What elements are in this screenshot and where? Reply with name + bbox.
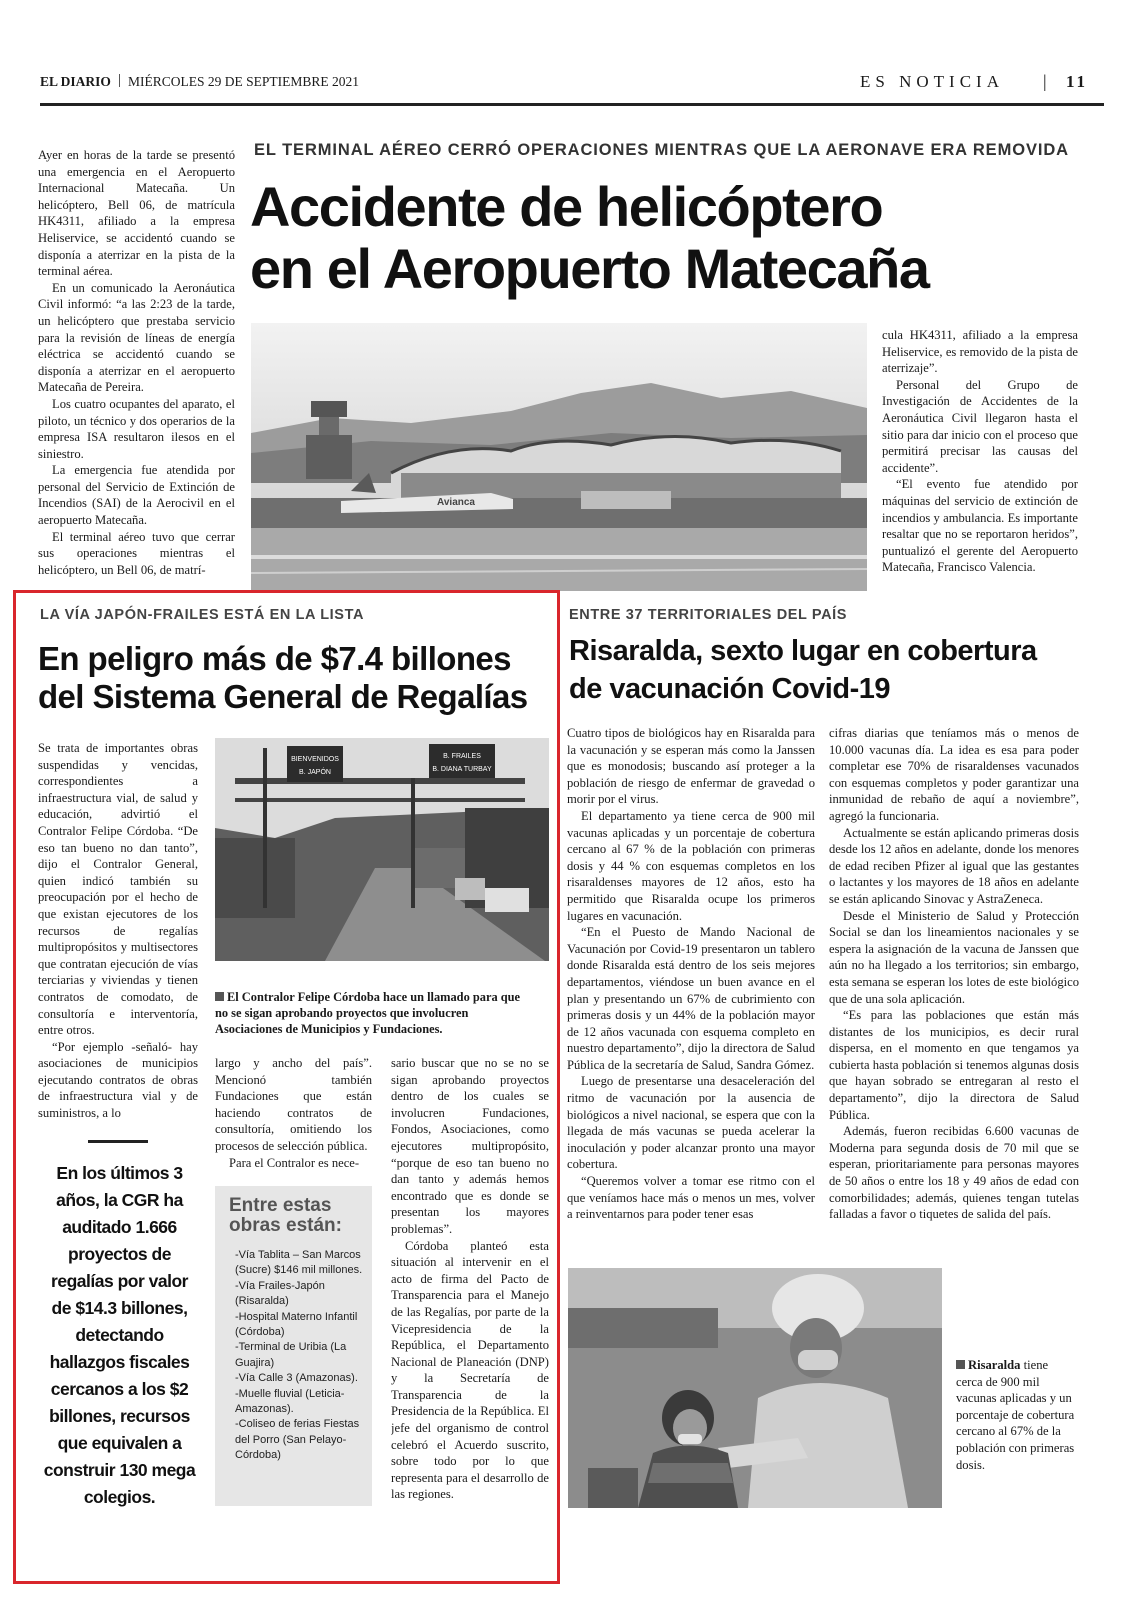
paragraph: El terminal aéreo tuvo que cerrar sus operaciones mientras el helicóptero, un Bell 06, de matrí- xyxy=(38,529,235,577)
paragraph: cifras diarias que teníamos más o menos de 10.000 vacunas día. La idea es esa para poder completar ese 70% de risaraldenses vacunados con esquemas completos y poder garantizar una inmunidad de rebaño de aquí a noviembre”, agregó la funcionaria. xyxy=(829,726,1079,823)
section-name: ES NOTICIA xyxy=(860,72,1004,91)
paragraph: Personal del Grupo de Investigación de Accidentes de la Aeronáutica Civil llegaron hasta el sitio para dar inicio con el proceso que permitirá precisar las causas del accidente”. xyxy=(882,377,1078,475)
sign-text: B. FRAILES xyxy=(443,753,481,760)
vacunacion-headline xyxy=(569,632,1089,708)
paragraph: “Es para las poblaciones que están más distantes de los municipios, es decir rural dispersa, en el momento en que tengamos ya cubierta hasta población si tenemos algunas dosis que hayan sobrado se entregaran al resto el departamento”, dijo la directora de Salud Pública. xyxy=(829,1008,1079,1122)
headline-line: Accidente de helicóptero xyxy=(250,175,883,238)
paragraph: “En el Puesto de Mando Nacional de Vacunación por Covid-19 presentaron un tablero donde Risaralda está dentro de los seis mejores departamentos, viéndose un buen avance en el plan y presentando un 67% de cubrimiento con primeras dosis y un 44% de la población mayor de 12 años vacunada con esquema completo en nuestro departamento”, dijo la directora de Salud Pública de la secretaría de Salud, Sandra Gómez. xyxy=(567,925,815,1072)
regalias-column-3 xyxy=(391,1055,549,1510)
vacunacion-column-2 xyxy=(829,725,1079,1255)
regalias-headline xyxy=(38,640,558,716)
road-photo xyxy=(215,738,549,961)
paper-name: EL DIARIO xyxy=(40,74,111,89)
issue-date: MIÉRCOLES 29 DE SEPTIEMBRE 2021 xyxy=(128,74,360,89)
pullquote-rule xyxy=(88,1140,148,1143)
caption-marker xyxy=(215,992,224,1001)
list-title xyxy=(225,1196,364,1236)
headline-line: de vacunación Covid-19 xyxy=(569,673,890,705)
headline-line: En peligro más de $7.4 billones xyxy=(38,640,511,677)
list-item: -Hospital Materno Infantil (Córdoba) xyxy=(235,1310,358,1339)
list-item: -Vía Calle 3 (Amazonas). xyxy=(235,1372,358,1385)
helicopter-right-column xyxy=(882,327,1078,595)
paragraph: Cuatro tipos de biológicos hay en Risaralda para la vacunación y se esperan más como la Janssen que es monodosis; buscando así proteger a la población de riesgo de enfermar de gravedad o morir por el virus. xyxy=(567,726,815,807)
list-title-line: obras están: xyxy=(229,1215,342,1236)
paragraph: La emergencia fue atendida por personal del Servicio de Extinción de Incendios (SAI) de la Aerocivil en el aeropuerto Matecaña. xyxy=(38,463,235,528)
paragraph: Se trata de importantes obras suspendidas y vencidas, correspondientes a infraestructura vial, de salud y educación, advirtió el Contralor Felipe Córdoba. “De eso tan bueno no dan tanto”, dijo el Contralor General, quien indicó también su preocupación por el hecho de que existan ejecutores de los recursos de regalías multipropósitos y multisectores que contratan ejecución de vías terciarias y viviendas y tienen contratos de comodato, de consultoría e interventoría, entre otros. xyxy=(38,741,198,1038)
paragraph: El departamento ya tiene cerca de 900 mil vacunas aplicadas y un porcentaje de cobertura cercano al 67 % de la población con primeras dosis y 44 % con esquemas completos en los risaraldenses mayores de 12 años, esto ha permitido que Risaralda ocupe los primeros lugares en vacunación. xyxy=(567,808,815,923)
regalias-pullquote: En los últimos 3 años, la CGR ha auditado 1.666 proyectos de regalías por valor de $14.3 billones, detectando hallazgos fiscales cercanos a los $2 billones, recursos que equivalen a construir 130 mega colegios. xyxy=(43,1163,196,1507)
paragraph: “Por ejemplo -señaló- hay asociaciones de municipios ejecutando contratos de obras de infraestructura vial y de suministros, a lo xyxy=(38,1039,198,1121)
vaccination-photo-drawing xyxy=(568,1268,942,1508)
paragraph: Actualmente se están aplicando primeras dosis desde los 12 años en adelante, donde los menores de edad reciben Pfizer al igual que las gestantes o lactantes y los mayores de 18 años en adelante se están aplicando Sinovac y AstraZeneca. xyxy=(829,825,1079,906)
masthead-divider-1: | xyxy=(118,72,122,88)
paragraph: Ayer en horas de la tarde se presentó una emergencia en el Aeropuerto Internacional Matecaña. Un helicóptero, Bell 06, de matrícula HK4311, afiliado a la empresa Heliservice, se accidentó cuando se disponía a aterrizar en la pista de la terminal aérea. xyxy=(38,148,235,279)
airport-photo xyxy=(251,323,867,591)
masthead xyxy=(40,72,1104,102)
list-item: -Muelle fluvial (Leticia-Amazonas). xyxy=(235,1387,345,1416)
paragraph: “Queremos volver a tomar ese ritmo con el que veníamos hace más o menos un mes, volver a reinventarnos para poder tener esas xyxy=(567,1174,815,1222)
paragraph: Córdoba planteó esta situación al intervenir en el acto de firma del Pacto de Transparencia para el Manejo de las Regalías, por parte de la Vicepresidencia de la República, el Departamento Nacional de Planeación (DNP) y la Secretaría de Transparencia de la Presidencia de la República. El jefe del organismo de control celebró el Acuerdo suscrito, sobre todo por lo que representa para el desarrollo de las regiones. xyxy=(391,1238,549,1502)
paragraph: Luego de presentarse una desaceleración del ritmo de vacunación por la ausencia de biológicos a nivel nacional, se espera que con la llegada de más vacunas se pueda acelerar la inoculación y poder alcanzar pronto una mayor cobertura. xyxy=(567,1074,815,1172)
regalias-kicker: LA VÍA JAPÓN-FRAILES ESTÁ EN LA LISTA xyxy=(40,607,365,623)
page-number: 11 xyxy=(1066,72,1089,91)
list-title-line: Entre estas xyxy=(229,1195,332,1216)
vaccination-photo xyxy=(568,1268,942,1508)
obras-list xyxy=(225,1248,364,1464)
avianca-text: Avianca xyxy=(437,497,475,508)
headline-line: del Sistema General de Regalías xyxy=(38,678,528,715)
masthead-rule xyxy=(40,103,1104,106)
vacunacion-kicker: ENTRE 37 TERRITORIALES DEL PAÍS xyxy=(569,607,848,623)
helicopter-left-column xyxy=(38,147,235,585)
paragraph: En un comunicado la Aeronáutica Civil informó: “a las 2:23 de la tarde, un helicóptero que prestaba servicio para la revisión de líneas de energía eléctrica se accidentó cuando se disponía a aterrizar en el aeropuerto Matecaña de Pereira. xyxy=(38,280,235,395)
helicopter-kicker: EL TERMINAL AÉREO CERRÓ OPERACIONES MIENTRAS QUE LA AERONAVE ERA REMOVIDA xyxy=(254,141,1069,159)
regalias-column-1 xyxy=(38,740,198,1126)
paragraph: cula HK4311, afiliado a la empresa Heliservice, es removido de la pista de aterrizaje”. xyxy=(882,328,1078,376)
airport-photo-drawing xyxy=(251,323,867,591)
list-item: -Vía Tablita – San Marcos (Sucre) $146 mil millones. xyxy=(235,1249,363,1277)
headline-line: Risaralda, sexto lugar en cobertura xyxy=(569,635,1037,667)
paragraph: largo y ancho del país”. Mencionó también Fundaciones que están haciendo contratos de consultoría, omitiendo los procesos de selección pública. xyxy=(215,1056,372,1153)
paragraph: Además, fueron recibidas 6.600 vacunas de Moderna para segunda dosis de 70 mil que se esperan, prioritariamente para personas mayores de 50 años o entre los 18 y 49 años de edad con comorbilidades; además, quienes tengan tutelas falladas a favor o tiquetes de salida del país. xyxy=(829,1124,1079,1222)
paragraph: sario buscar que no se no se sigan aprobando proyectos dentro de los cuales se involucren Fundaciones, Fondos, Asociaciones, como ejecutores multipropósito, “porque de eso tan bueno no dan tanto y además hemos encontrado que es donde se presentan los mayores problemas”. xyxy=(391,1056,549,1236)
list-item: -Vía Frailes-Japón (Risaralda) xyxy=(235,1279,325,1308)
helicopter-headline xyxy=(250,176,1090,300)
road-photo-drawing xyxy=(215,738,549,961)
masthead-divider-2: | xyxy=(1043,71,1047,91)
caption-text: El Contralor Felipe Córdoba hace un llamado para que no se sigan aprobando proyectos que involucren Asociaciones de Municipios y Fundaciones. xyxy=(215,990,521,1036)
regalias-photo-caption xyxy=(215,990,535,1037)
paragraph: Desde el Ministerio de Salud y Protección Social se dan los lineamientos nacionales y se espera la asignación de la vacuna de Janssen que aún no ha llegado a los territorios; sin embargo, esta semana se esperan los lotes de este biológico que de una sola aplicación. xyxy=(829,908,1079,1006)
vaccination-photo-caption xyxy=(956,1357,1076,1473)
headline-line: en el Aeropuerto Matecaña xyxy=(250,237,929,300)
sign-text: B. DIANA TURBAY xyxy=(432,766,492,773)
caption-marker xyxy=(956,1360,965,1369)
regalias-column-2 xyxy=(215,1055,372,1175)
paragraph: Para el Contralor es nece- xyxy=(229,1155,360,1170)
sign-text: BIENVENIDOS xyxy=(291,756,339,763)
obras-list-box xyxy=(215,1186,372,1506)
paragraph: Los cuatro ocupantes del aparato, el piloto, un técnico y dos operarios de la empresa ISA resultaron ilesos en el siniestro. xyxy=(38,396,235,461)
list-item: -Terminal de Uribia (La Guajira) xyxy=(235,1341,347,1369)
caption-text: tiene cerca de 900 mil vacunas aplicadas y un porcentaje de cobertura cercano al 67% de la población con primeras dosis. xyxy=(956,1358,1075,1472)
vacunacion-column-1 xyxy=(567,725,815,1255)
caption-lead: Risaralda xyxy=(968,1358,1021,1372)
list-item: -Coliseo de ferias Fiestas del Porro (San Pelayo-Córdoba) xyxy=(235,1418,360,1462)
paragraph: “El evento fue atendido por máquinas del servicio de extinción de incendios y ambulancia. Es importante resaltar que no se reportaron heridos”, puntualizó el gerente del Aeropuerto Matecaña, Francisco Valencia. xyxy=(882,477,1078,575)
sign-text: B. JAPÓN xyxy=(299,769,331,776)
